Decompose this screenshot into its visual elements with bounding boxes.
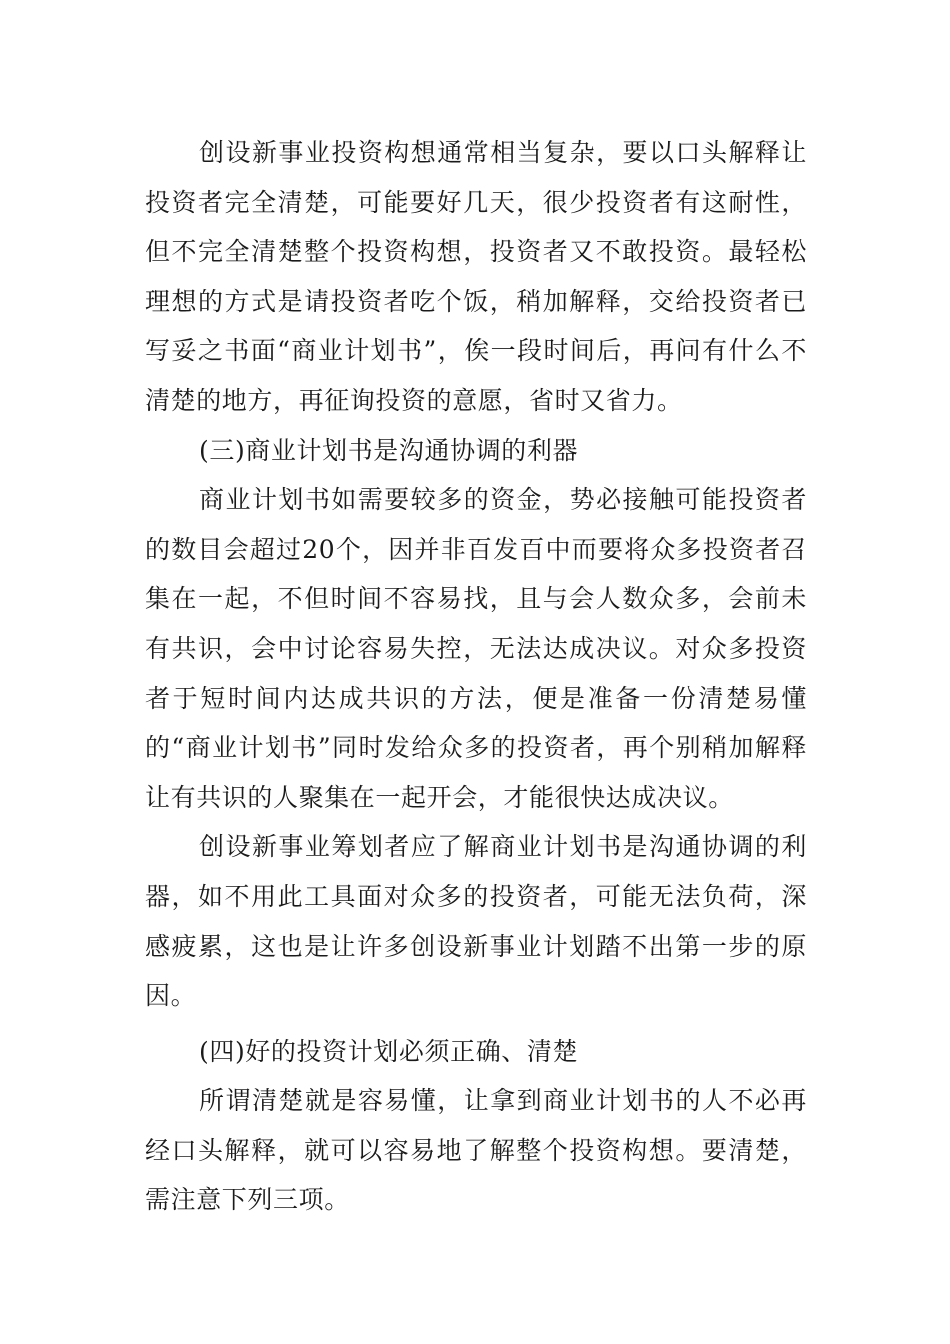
paragraph-planner-understanding: 创设新事业筹划者应了解商业计划书是沟通协调的利器，如不用此工具面对众多的投资者，可能无法负荷，深感疲累，这也是让许多创设新事业计划踏不出第一步的原因。 [145,832,807,1011]
paragraph-clarity-definition: 所谓清楚就是容易懂，让拿到商业计划书的人不必再经口头解释，就可以容易地了解整个投资构想。要清楚，需注意下列三项。 [145,1086,807,1215]
section-heading-communication-tool: (三)商业计划书是沟通协调的利器 [199,435,579,465]
document-body [145,128,807,1225]
paragraph-investment-explanation: 创设新事业投资构想通常相当复杂，要以口头解释让投资者完全清楚，可能要好几天，很少投资者有这耐性，但不完全清楚整个投资构想，投资者又不敢投资。最轻松理想的方式是请投资者吃个饭，稍加解释，交给投资者已写妥之书面“商业计划书”，俟一段时间后，再问有什么不清楚的地方，再征询投资的意愿，省时又省力。 [145,138,807,415]
paragraph-many-investors: 商业计划书如需要较多的资金，势必接触可能投资者的数目会超过20个，因并非百发百中而要将众多投资者召集在一起，不但时间不容易找，且与会人数众多，会前未有共识，会中讨论容易失控，无法达成决议。对众多投资者于短时间内达成共识的方法，便是准备一份清楚易懂的“商业计划书”同时发给众多的投资者，再个别稍加解释让有共识的人聚集在一起开会，才能很快达成决议。 [145,485,807,812]
section-heading-correct-clear: (四)好的投资计划必须正确、清楚 [199,1036,579,1066]
